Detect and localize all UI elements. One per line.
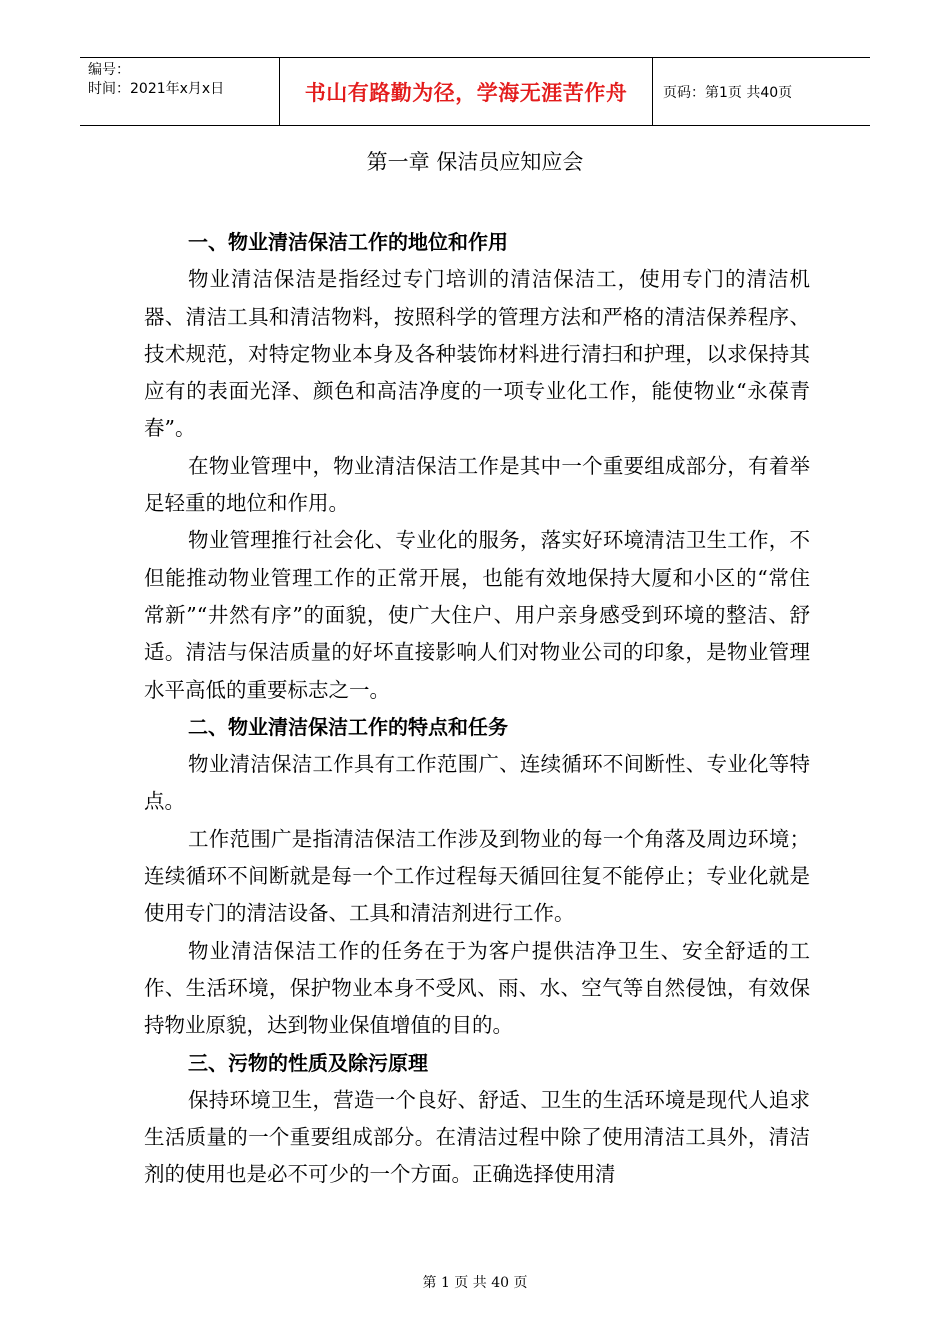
- number-label: 编号：: [88, 62, 130, 78]
- header-page-info: 页码：第1页 共40页: [663, 84, 793, 101]
- paragraph: 物业管理推行社会化、专业化的服务，落实好环境清洁卫生工作，不但能推动物业管理工作的正常开展，也能有效地保持大厦和小区的“常住常新”“井然有序”的面貌，使广大住户、用户亲身感受到环境的整洁、舒适。清洁与保洁质量的好坏直接影响人们对物业公司的印象，是物业管理水平高低的重要标志之一。: [144, 528, 810, 702]
- section-heading: 二、物业清洁保洁工作的特点和任务: [188, 714, 508, 739]
- page-footer: 第 1 页 共 40 页: [422, 1275, 528, 1291]
- header-table: [80, 57, 870, 126]
- paragraph: 保持环境卫生，营造一个良好、舒适、卫生的生活环境是现代人追求生活质量的一个重要组成部分。在清洁过程中除了使用清洁工具外，清洁剂的使用也是必不可少的一个方面。正确选择使用清: [144, 1087, 810, 1187]
- time-label: 时间：2021年x月x日: [88, 81, 225, 97]
- paragraph: 物业清洁保洁是指经过专门培训的清洁保洁工，使用专门的清洁机器、清洁工具和清洁物料，按照科学的管理方法和严格的清洁保养程序、技术规范，对特定物业本身及各种装饰材料进行清扫和护理，以求保持其应有的表面光泽、颜色和高洁净度的一项专业化工作，能使物业“永葆青春”。: [144, 267, 810, 441]
- document-body: [144, 224, 810, 1194]
- header-meta: [80, 58, 280, 125]
- section-heading: 三、污物的性质及除污原理: [188, 1050, 428, 1075]
- paragraph: 在物业管理中，物业清洁保洁工作是其中一个重要组成部分，有着举足轻重的地位和作用。: [144, 453, 810, 516]
- header-motto: 书山有路勤为径，学海无涯苦作舟: [280, 58, 653, 125]
- paragraph: 物业清洁保洁工作具有工作范围广、连续循环不间断性、专业化等特点。: [144, 752, 810, 814]
- paragraph: 物业清洁保洁工作的任务在于为客户提供洁净卫生、安全舒适的工作、生活环境，保护物业本身不受风、雨、水、空气等自然侵蚀，有效保持物业原貌，达到物业保值增值的目的。: [144, 938, 810, 1038]
- section-heading: 一、物业清洁保洁工作的地位和作用: [188, 230, 508, 254]
- paragraph: 工作范围广是指清洁保洁工作涉及到物业的每一个角落及周边环境；连续循环不间断就是每一个工作过程每天循回往复不能停止；专业化就是使用专门的清洁设备、工具和清洁剂进行工作。: [144, 826, 810, 926]
- chapter-title: 第一章 保洁员应知应会: [366, 150, 584, 174]
